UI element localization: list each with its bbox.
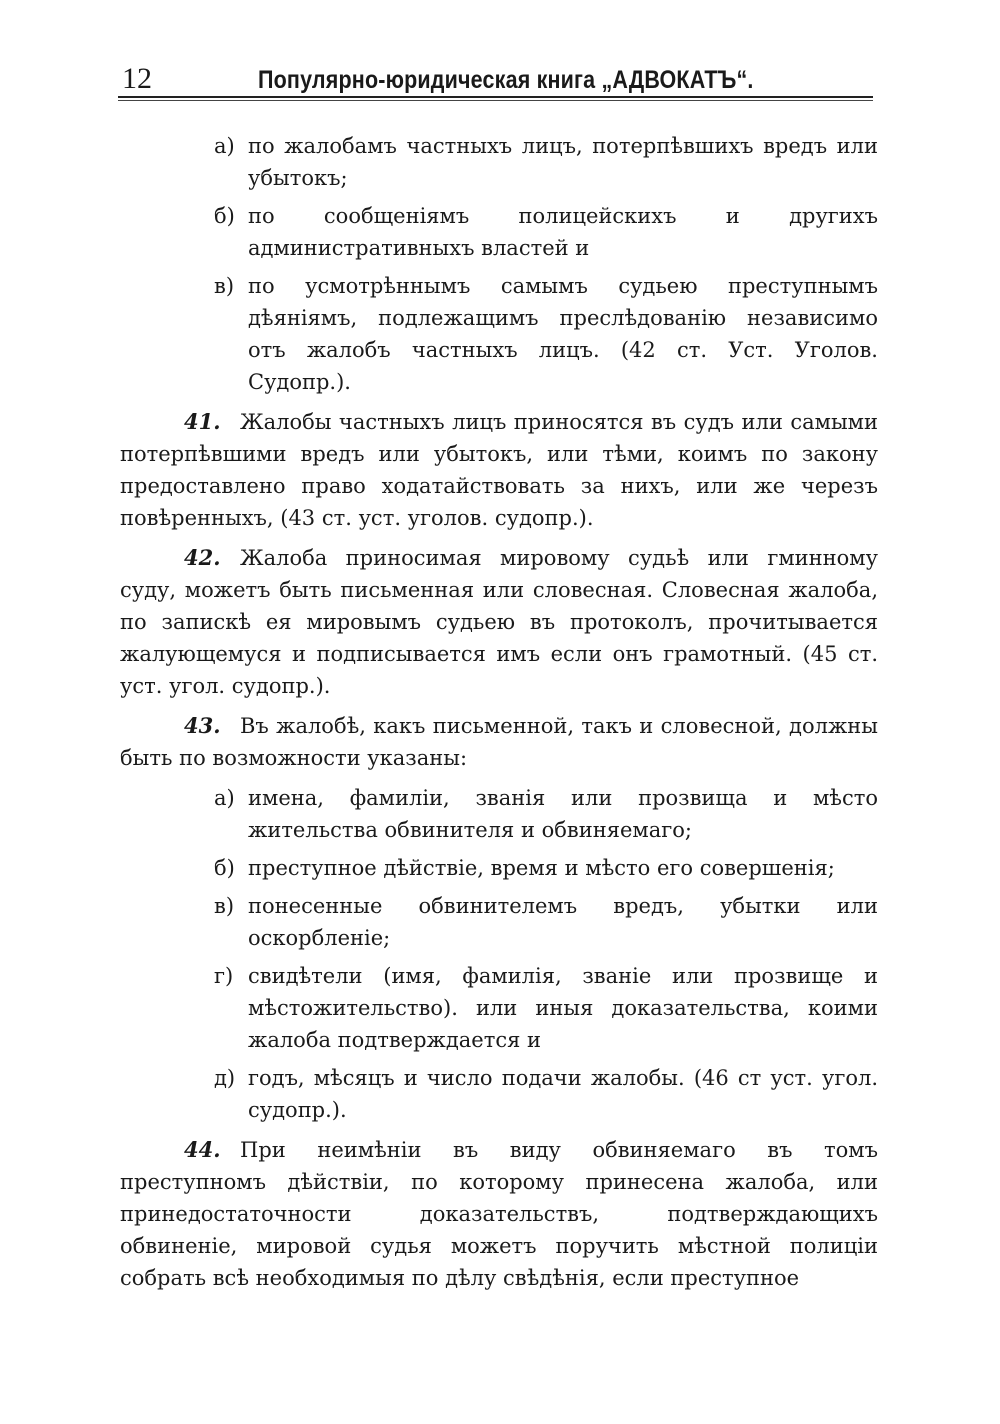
list-item: [120, 200, 878, 264]
list-marker: д): [214, 1066, 236, 1090]
list-item: [120, 852, 878, 884]
list-item-text: понесенные обвинителемъ вредъ, убытки или оскорбленіе;: [248, 894, 878, 950]
list-item-text: годъ, мѣсяцъ и число подачи жалобы. (46 ст уст. угол. судопр.).: [248, 1066, 878, 1122]
list-item: [120, 960, 878, 1056]
list-item: [120, 1062, 878, 1126]
list-marker: г): [214, 964, 234, 988]
list-marker: а): [214, 786, 235, 810]
list-item: [120, 890, 878, 954]
article-text: При неимѣніи въ виду обвиняемаго въ томъ преступномъ дѣйствіи, по которому принесена жалоба, или принедостаточности доказательствъ, подтверждающихъ обвиненіе, мировой судья можетъ поручить мѣстной полиціи собрать всѣ необходимыя по дѣлу свѣдѣнія, если преступное: [120, 1138, 878, 1290]
list-marker: в): [214, 894, 235, 918]
article-number: 44.: [184, 1137, 221, 1162]
page-number: 12: [122, 62, 152, 95]
article-41: [120, 406, 878, 534]
article-42: [120, 542, 878, 702]
header-rule-thick: [118, 96, 873, 98]
list-item: [120, 130, 878, 194]
list-item-text: имена, фамиліи, званія или прозвища и мѣсто жительства обвинителя и обвиняемаго;: [248, 786, 878, 842]
list-item: [120, 270, 878, 398]
article-number: 41.: [184, 409, 221, 434]
page-body: [120, 130, 878, 1302]
list-item: [120, 782, 878, 846]
article-number: 43.: [184, 713, 221, 738]
article-text: Въ жалобѣ, какъ письменной, такъ и словесной, должны быть по возможности указаны:: [120, 714, 878, 770]
article-44: [120, 1134, 878, 1294]
list-marker: б): [214, 856, 235, 880]
list-item-text: преступное дѣйствіе, время и мѣсто его совершенія;: [248, 856, 835, 880]
list-marker: а): [214, 134, 235, 158]
list-item-text: по жалобамъ частныхъ лицъ, потерпѣвшихъ вредъ или убытокъ;: [248, 134, 878, 190]
list-item-text: по усмотрѣннымъ самымъ судьею преступнымъ дѣяніямъ, подлежащимъ преслѣдованію независимо отъ жалобъ частныхъ лицъ. (42 ст. Уст. Уголов. Судопр.).: [248, 274, 878, 394]
article-number: 42.: [184, 545, 221, 570]
running-title: Популярно-юридическая книга „АДВОКАТЪ“.: [258, 66, 754, 94]
list-sources-of-prosecution: [120, 130, 878, 398]
article-43: [120, 710, 878, 774]
page-header: [118, 62, 873, 102]
list-complaint-contents: [120, 782, 878, 1126]
article-text: Жалобы частныхъ лицъ приносятся въ судъ или самыми потерпѣвшими вредъ или убытокъ, или тѣми, коимъ по закону предоставлено право ходатайствовать за нихъ, или же черезъ повѣренныхъ, (43 ст. уст. уголов. судопр.).: [120, 410, 878, 530]
header-rule-thin: [118, 100, 873, 101]
list-marker: б): [214, 204, 235, 228]
list-item-text: свидѣтели (имя, фамилія, званіе или прозвище и мѣстожительство). или иныя доказательства, коими жалоба подтверждается и: [248, 964, 878, 1052]
list-marker: в): [214, 274, 235, 298]
list-item-text: по сообщеніямъ полицейскихъ и другихъ административныхъ властей и: [248, 204, 878, 260]
article-text: Жалоба приносимая мировому судьѣ или гминному суду, можетъ быть письменная или словесная. Словесная жалоба, по запискѣ ея мировымъ судьею въ протоколъ, прочитывается жалующемуся и подписывается имъ если онъ грамотный. (45 ст. уст. угол. судопр.).: [120, 546, 878, 698]
